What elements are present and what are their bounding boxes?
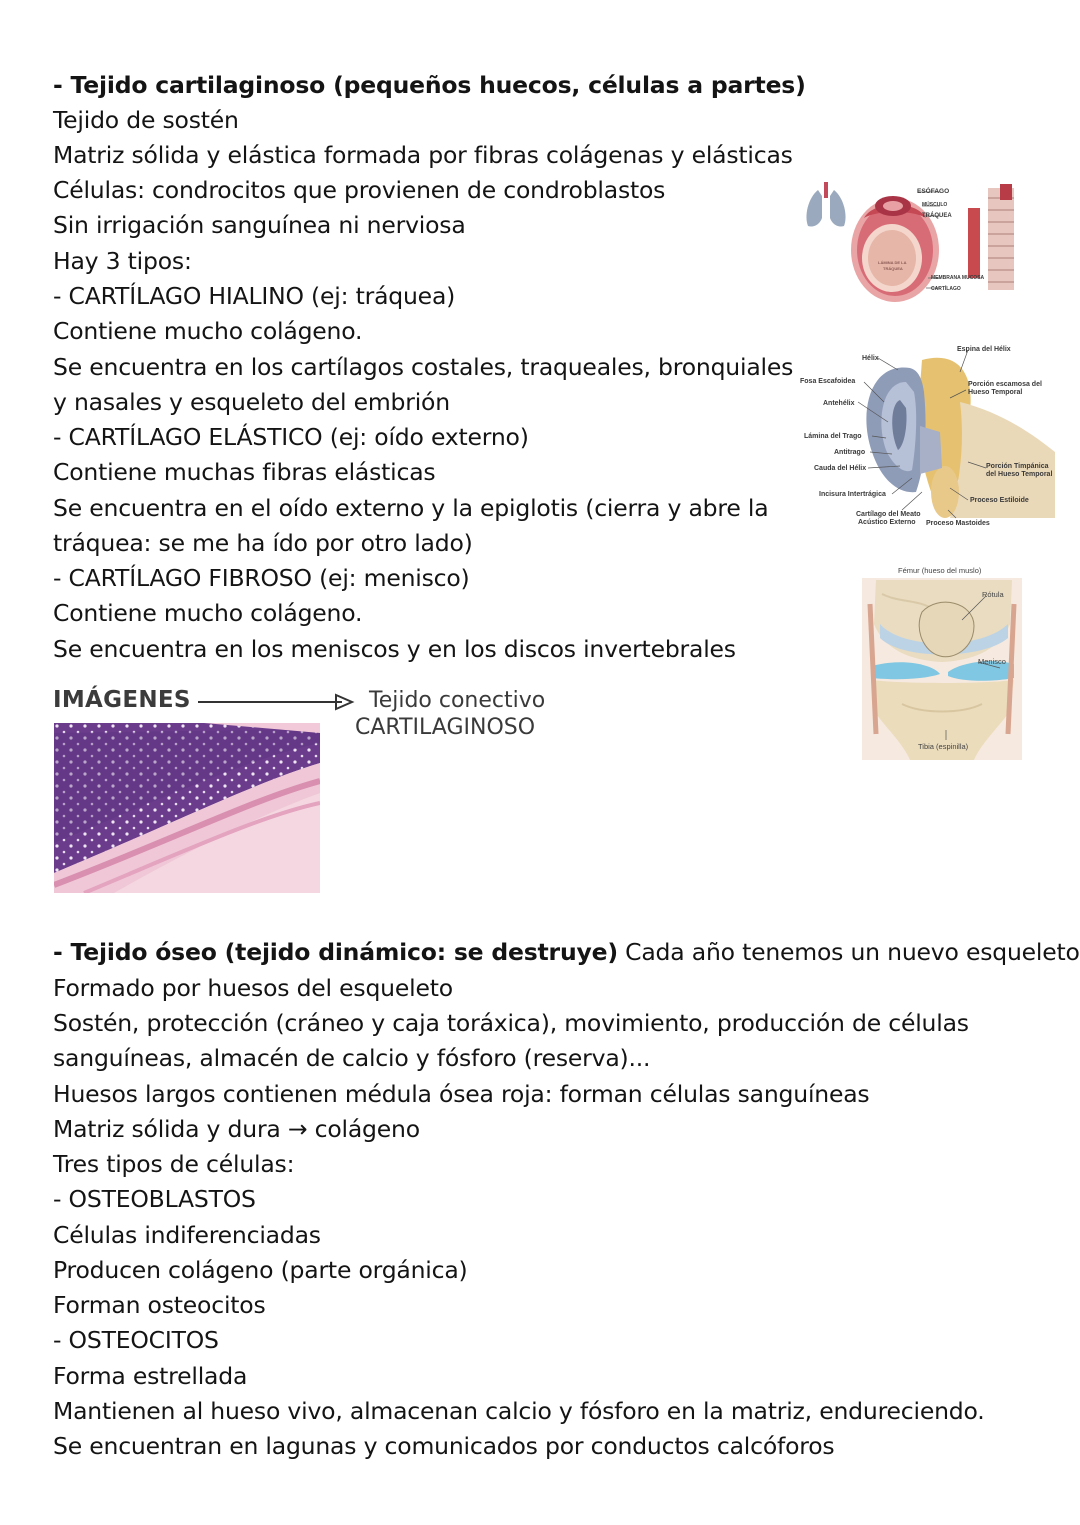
bone-line: Forma estrellada bbox=[53, 1362, 248, 1390]
images-label: IMÁGENES bbox=[53, 687, 191, 713]
ear-label-helix: Hélix bbox=[862, 355, 879, 362]
ear-label-antehelix: Antehélix bbox=[823, 400, 855, 407]
knee-label-menisco: Menisco bbox=[978, 657, 1006, 666]
cartilage-heading: - Tejido cartilaginoso (pequeños huecos, células a partes) bbox=[53, 71, 806, 99]
ear-label-antitrago: Antitrago bbox=[834, 449, 866, 456]
cartilage-line: tráquea: se me ha ído por otro lado) bbox=[53, 529, 473, 557]
ear-label-mastoides: Proceso Mastoides bbox=[926, 520, 990, 527]
knee-label-tibia: Tibia (espinilla) bbox=[918, 742, 969, 751]
ear-label-cartilago-1: Cartílago del Meato bbox=[856, 511, 921, 518]
ear-label-fosa: Fosa Escafoidea bbox=[800, 378, 856, 385]
cartilage-line: Contiene mucho colágeno. bbox=[53, 317, 363, 345]
bone-line: sanguíneas, almacén de calcio y fósforo (reserva)... bbox=[53, 1044, 651, 1072]
trachea-label-membrana: MEMBRANA MUCOSA bbox=[931, 275, 985, 281]
bone-line: Formado por huesos del esqueleto bbox=[53, 974, 453, 1002]
lungs-icon bbox=[806, 182, 845, 227]
trachea-figure bbox=[800, 178, 1030, 308]
bone-line: Producen colágeno (parte orgánica) bbox=[53, 1256, 468, 1284]
bone-line: Mantienen al hueso vivo, almacenan calcio y fósforo en la matriz, endureciendo. bbox=[53, 1397, 985, 1425]
cartilage-type-hialino: - CARTÍLAGO HIALINO (ej: tráquea) bbox=[53, 282, 456, 310]
cartilage-line: Contiene mucho colágeno. bbox=[53, 599, 363, 627]
bone-heading-bold: - Tejido óseo (tejido dinámico: se destruye) bbox=[53, 938, 618, 966]
bone-line: Matriz sólida y dura → colágeno bbox=[53, 1115, 420, 1143]
trachea-label-esofago: ESÓFAGO bbox=[917, 188, 950, 195]
images-caption-line1: Tejido conectivo bbox=[369, 688, 546, 713]
cartilage-line: Contiene muchas fibras elásticas bbox=[53, 458, 436, 486]
bone-line: Se encuentran en lagunas y comunicados por conductos calcóforos bbox=[53, 1432, 835, 1460]
ear-label-lamina-trago: Lámina del Trago bbox=[804, 433, 862, 440]
trachea-label-traquea: TRÁQUEA bbox=[922, 213, 952, 219]
ear-label-escamosa-2: Hueso Temporal bbox=[968, 389, 1023, 396]
ear-label-espina: Espina del Hélix bbox=[957, 346, 1011, 353]
bone-type-osteocitos: - OSTEOCITOS bbox=[53, 1326, 219, 1354]
cartilage-line: Se encuentra en los meniscos y en los discos invertebrales bbox=[53, 635, 736, 663]
cartilage-type-elastico: - CARTÍLAGO ELÁSTICO (ej: oído externo) bbox=[53, 423, 529, 451]
bone-heading-rest: Cada año tenemos un nuevo esqueleto bbox=[617, 938, 1080, 966]
trachea-label-cartilago: CARTÍLAGO bbox=[931, 286, 961, 292]
micrograph-illustration bbox=[54, 723, 320, 893]
ear-label-incisura: Incisura Intertrágica bbox=[819, 491, 886, 498]
cartilage-line: Matriz sólida y elástica formada por fibras colágenas y elásticas bbox=[53, 141, 793, 169]
ear-label-timpanica-1: Porción Timpánica bbox=[986, 463, 1049, 470]
arrow-right-icon bbox=[196, 692, 356, 712]
ear-label-cartilago-2: Acústico Externo bbox=[858, 519, 916, 526]
ear-label-timpanica-2: del Hueso Temporal bbox=[986, 471, 1053, 478]
trachea-label-musculo: MÚSCULO bbox=[922, 202, 948, 208]
cartilage-line: y nasales y esqueleto del embrión bbox=[53, 388, 450, 416]
knee-label-rotula: Rótula bbox=[982, 590, 1004, 599]
cartilage-line: Sin irrigación sanguínea ni nerviosa bbox=[53, 211, 466, 239]
ear-figure bbox=[800, 342, 1058, 530]
cartilage-line: Se encuentra en los cartílagos costales, traqueales, bronquiales bbox=[53, 353, 794, 381]
ear-label-cauda: Cauda del Hélix bbox=[814, 465, 867, 472]
cartilage-line: Hay 3 tipos: bbox=[53, 247, 192, 275]
cartilage-line: Células: condrocitos que provienen de condroblastos bbox=[53, 176, 666, 204]
images-caption-line2: CARTILAGINOSO bbox=[355, 715, 536, 740]
bone-line: Huesos largos contienen médula ósea roja: forman células sanguíneas bbox=[53, 1080, 870, 1108]
cartilage-line: Tejido de sostén bbox=[53, 106, 239, 134]
knee-figure bbox=[862, 564, 1022, 760]
bone-heading bbox=[53, 937, 1080, 967]
trachea-label-lamina: LÁMINA DE LA bbox=[878, 260, 907, 265]
bone-line: Sostén, protección (cráneo y caja toráxica), movimiento, producción de células bbox=[53, 1009, 969, 1037]
cartilage-type-fibroso: - CARTÍLAGO FIBROSO (ej: menisco) bbox=[53, 564, 470, 592]
bone-line: Forman osteocitos bbox=[53, 1291, 266, 1319]
trachea-label-lamina-2: TRÁQUEA bbox=[883, 266, 903, 271]
cartilage-line: Se encuentra en el oído externo y la epiglotis (cierra y abre la bbox=[53, 494, 769, 522]
ear-label-estiloide: Proceso Estiloide bbox=[970, 497, 1029, 504]
bone-line: Tres tipos de células: bbox=[53, 1150, 295, 1178]
ear-label-escamosa-1: Porción escamosa del bbox=[968, 381, 1042, 388]
trachea-illustration bbox=[800, 178, 1030, 308]
bone-line: Células indiferenciadas bbox=[53, 1221, 321, 1249]
cartilage-micrograph bbox=[54, 723, 320, 893]
bone-type-osteoblastos: - OSTEOBLASTOS bbox=[53, 1185, 256, 1213]
knee-label-femur: Fémur (hueso del muslo) bbox=[898, 566, 982, 575]
